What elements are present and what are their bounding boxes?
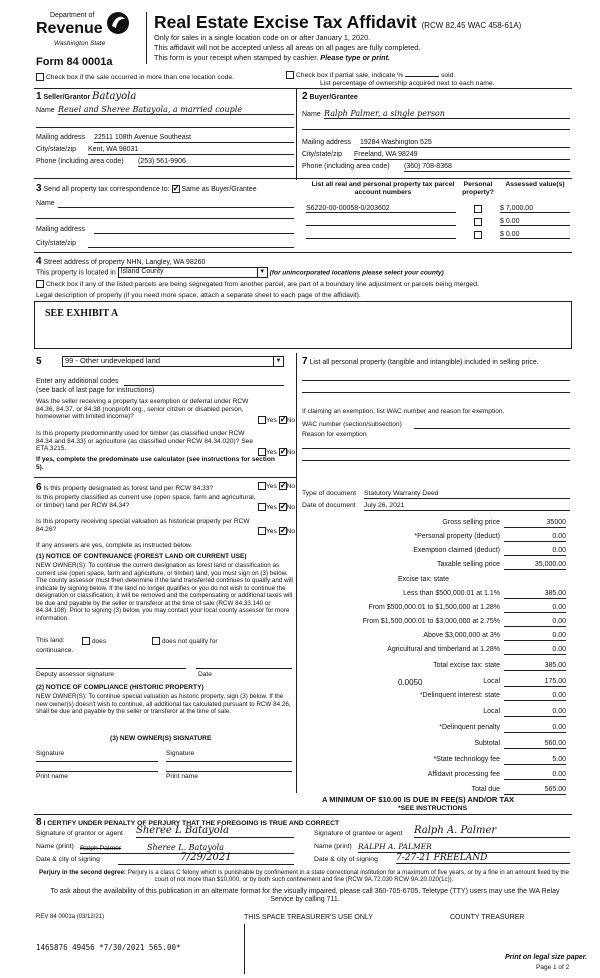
buyer-city-field[interactable]: Freeland, WA 98249 (354, 151, 570, 160)
q1-yes-checkbox[interactable] (258, 416, 266, 424)
legal-description-label: Legal description of property (if you need more space, attach a separate sheet to each page of the affidavit). (36, 292, 361, 299)
header-sub2: This affidavit will not be accepted unless all areas on all pages are fully completed. (154, 43, 421, 52)
tax-value-field[interactable]: 385.00 (504, 590, 566, 599)
land-does-checkbox[interactable] (82, 637, 90, 645)
section5-select-row: 5 (36, 356, 42, 367)
segregated-checkbox[interactable] (36, 280, 44, 288)
buyer-phone-field[interactable]: (360) 708-8368 (404, 163, 570, 172)
grantor-date-field[interactable]: 7/29/2021 (118, 852, 294, 865)
tax-value-field[interactable]: 385.00 (504, 662, 566, 671)
partial-sale-percent-field[interactable] (405, 70, 439, 77)
personal-property-checkbox[interactable] (474, 231, 482, 239)
tax-value-field[interactable]: 175.00 (504, 678, 566, 687)
multi-location-checkbox[interactable] (36, 73, 44, 81)
minimum-due: A MINIMUM OF $10.00 IS DUE IN FEE(S) AND/OR TAX (322, 795, 515, 804)
tax-value-field[interactable]: 0.00 (504, 618, 566, 627)
continuance-word: continuance. (36, 647, 74, 654)
buyer-name-row: Name Ralph Palmer, a single person (302, 111, 572, 119)
dor-logo (30, 8, 130, 56)
section3-blank-line (36, 218, 294, 219)
section3-mailing-row: Mailing address (36, 226, 294, 234)
deputy-sig-label: Deputy assessor signature (36, 671, 115, 678)
grantor-name-struck: Ralph Palmer (80, 845, 122, 852)
treasurer-use: THIS SPACE TREASURER'S USE ONLY (244, 914, 373, 921)
deputy-date-line (196, 668, 292, 669)
segregated-row: Check box if any of the listed parcels are being segregated from another parcel, are part of a boundary line adjustment or parcels being merged. (36, 280, 576, 289)
rev-number: REV 84 0001a (03/12/21) (36, 914, 105, 920)
center-divider-2 (296, 353, 297, 793)
accessibility-notice: To ask about the availability of this publication in an alternate format for the visually impaired, please call 360-705-6705. Teletype (TTY) users may use the WA Relay Service by calling 711. (50, 888, 560, 904)
section3-city-row: City/state/zip (36, 240, 294, 248)
personal-property-checkbox[interactable] (474, 205, 482, 213)
q2-yes-checkbox[interactable] (258, 448, 266, 456)
tax-value-field[interactable]: 35,000.00 (504, 561, 566, 570)
reason-line (302, 448, 570, 449)
current-use-no-checkbox[interactable] (279, 503, 287, 511)
receipt-stamp: 1465876 49456 *7/30/2021 565.00* (36, 943, 181, 952)
buyer-heading: 2 Buyer/Grantee (302, 91, 358, 102)
tax-value-field[interactable]: 5.00 (504, 756, 566, 765)
reason-line (302, 460, 570, 461)
buyer-city-row: City/state/zip Freeland, WA 98249 (302, 151, 572, 159)
section7-line (302, 380, 570, 381)
section6-q1: 6 Is this property designated as forest land per RCW 84.33? (36, 482, 214, 493)
section6-q3: Is this property receiving special valuation as historical property per RCW 84.26? (36, 518, 250, 533)
multi-location-row (36, 73, 234, 82)
grantor-name-row: Name (print) Ralph Palmer Sheree L. Batayola (36, 843, 294, 851)
additional-codes-label: Enter any additional codes (36, 378, 119, 385)
see-instructions: *SEE INSTRUCTIONS (398, 805, 468, 812)
section1-top-rule (34, 88, 572, 89)
section6-top-rule (34, 477, 296, 478)
land-does-not-checkbox[interactable] (152, 637, 160, 645)
section6-q3-answers: Yes ✓ No (258, 527, 295, 535)
section8-top-rule (34, 814, 572, 815)
doc-type-field[interactable]: Statutory Warranty Deed (364, 490, 570, 499)
historic-yes-checkbox[interactable] (258, 527, 266, 535)
partial-sale-row (286, 70, 455, 80)
header-sub3-italic: Please type or print. (320, 53, 391, 62)
section7-line (302, 392, 570, 393)
parcel-row (306, 218, 570, 228)
historic-no-checkbox[interactable] (279, 527, 287, 535)
tax-value-field[interactable]: 0.00 (504, 708, 566, 717)
certify-line: 8 I CERTIFY UNDER PENALTY OF PERJURY THAT THE FOREGOING IS TRUE AND CORRECT (36, 817, 340, 828)
section3-city-field[interactable] (88, 240, 294, 248)
partial-sale-label: Check box if partial sale, indicate % (295, 72, 404, 79)
new-owner-heading: (3) NEW OWNER(S) SIGNATURE (110, 735, 212, 742)
print-legal: Print on legal size paper. (505, 954, 588, 961)
new-owner-sig-label: Signature (166, 750, 195, 757)
forest-yes-checkbox[interactable] (258, 482, 266, 490)
section4-top-rule (34, 252, 572, 253)
section5-q2-answers: Yes ✓ No (258, 448, 295, 456)
grantor-date-row: Date & city of signing 7/29/2021 (36, 856, 294, 864)
doc-date-row: Date of document July 26, 2021 (302, 502, 570, 510)
tax-value-field[interactable]: 0.00 (504, 533, 566, 542)
partial-sale-checkbox[interactable] (286, 71, 294, 79)
new-owner-print-label: Print name (36, 773, 68, 780)
multi-location-label: Check box if the sale occurred in more than one location code. (45, 73, 235, 81)
grantee-date-row: Date & city of signing 7-27-21 FREELAND (314, 856, 570, 864)
compliance-text: NEW OWNER(S): To continue special valuation as historic property, sign (3) below. If the new owner(s) doesn't wish to continue, all additional tax calculated pursuant to RCW 84.26, shall be due and payable by the seller or transferor at the time of sale. (36, 693, 291, 716)
new-owner-sig-label: Signature (36, 750, 65, 757)
section3-mailing-field[interactable] (94, 226, 294, 234)
this-land-row: This land: does does not qualify for (36, 637, 218, 645)
center-divider-1 (296, 88, 297, 180)
tax-value-field[interactable]: 565.00 (504, 786, 566, 795)
forest-no-checkbox[interactable] (279, 482, 287, 490)
continuance-text: NEW OWNER(S): To continue the current designation as forest land or classification as current use (open space, farm and agriculture, or timber) land, you must sign on (3) below. The county assessor must then determine if the land transferred continues to qualify and will indicate by signing below. If the land no longer qualifies or you do not wish to continue the designation or classification, it will be removed and the compensating or additional taxes will be due and payable by the seller or transferor at the time of sale (RCW 84.33.140 or 84.34.108). Prior to signing (3) below, you may contact your local county assessor for more information. (36, 562, 293, 622)
dor-logo-line3: Washington State (54, 40, 106, 47)
grantor-signature-field[interactable]: Sheree L Batayola (136, 825, 294, 838)
treasurer-divider (244, 924, 245, 974)
chevron-down-icon: ▼ (257, 268, 267, 277)
buyer-mailing-row: Mailing address 19284 Washington 525 (302, 139, 572, 147)
parcel-number-field[interactable] (306, 218, 456, 226)
parcel-row (306, 205, 570, 215)
assessed-value-field[interactable]: $ 0.00 (500, 231, 570, 239)
buyer-mailing-field[interactable]: 19284 Washington 525 (360, 139, 570, 148)
buyer-name-field[interactable]: Ralph Palmer, a single person (324, 109, 570, 119)
section5-q2: Is this property predominantly used for timber (as classified under RCW 84.34 and 84.33) or agriculture (as classified under RCW 84.34.020)? See ETA 3215. (36, 430, 253, 453)
tax-value-field[interactable]: 560.00 (504, 740, 566, 749)
dor-logo-line2: Revenue (36, 20, 103, 37)
seller-mailing-row: Mailing address 22511 108th Avenue Southeast (36, 134, 294, 142)
tax-value-field[interactable]: 0.00 (504, 646, 566, 655)
grantee-signature-field[interactable]: Ralph A. Palmer (414, 825, 570, 838)
section3-top-rule (34, 178, 572, 179)
current-use-yes-checkbox[interactable] (258, 503, 266, 511)
doc-date-field[interactable]: July 26, 2021 (364, 502, 570, 511)
new-owner-print-line (36, 771, 158, 772)
section5-q2-bold: If yes, complete the predominate use calculator (see instructions for section 5). (36, 456, 275, 471)
wac-number-field[interactable] (414, 421, 570, 429)
section5-q1-answers: Yes ✓ No (258, 416, 295, 424)
grantee-sig-row: Signature of grantee or agent Ralph A. Palmer (314, 830, 570, 838)
new-owner-sig-line (166, 761, 292, 762)
parcel-header: List all real and personal property tax parcel account numbers (311, 181, 455, 196)
header-divider (146, 12, 147, 64)
seller-name-field[interactable]: Reuel and Sheree Batayola, a married couple (58, 105, 294, 115)
grantor-sig-row: Signature of grantor or agent Sheree L Batayola (36, 830, 294, 838)
seller-phone-row: Phone (including area code) (253) 561-9906 (36, 158, 294, 166)
excise-header: Excise tax: state (398, 576, 449, 583)
seller-mailing-field[interactable]: 22511 108th Avenue Southeast (94, 134, 294, 143)
section3-name-row: Name (36, 200, 294, 208)
tax-value-field[interactable]: 35000 (504, 519, 566, 528)
seller-name-row: Name Reuel and Sheree Batayola, a married couple (36, 107, 294, 115)
form-title: Real Estate Excise Tax Affidavit (RCW 82.45 WAC 458-61A) (154, 12, 522, 32)
section4-county-row: This property is located in Island County ▼ (for unincorporated locations please select your county) (36, 268, 444, 277)
dor-logo-line1: Department of (50, 12, 95, 19)
buyer-blank-line (302, 129, 570, 130)
header-sub3: This form is your receipt when stamped by cashier. Please type or print. (154, 53, 391, 62)
q1-no-checkbox[interactable] (279, 416, 287, 424)
perjury-notice: Perjury in the second degree: Perjury is a class C felony which is punishable by confinement in a state correctional institution for a maximum of five years, or by a fine in an amount fixed by the court of not more than $10,000, or by both such confinement and fine (RCW 9A.72.030 RCW 9A.20.020(1c)). (39, 869, 569, 884)
grantee-name-row: Name (print) RALPH A. PALMER (314, 843, 570, 851)
seller-phone-field[interactable]: (253) 561-9906 (138, 158, 294, 167)
section3-name-field[interactable] (58, 200, 294, 208)
section3-label-row: 3 Send all property tax correspondence to: ✓ Same as Buyer/Grantee (36, 183, 257, 195)
section4-street-row: 4 Street address of property NHN, Langley, WA 98260 (36, 256, 296, 268)
land-use-select[interactable]: 99 - Other undeveloped land ▼ (62, 356, 284, 367)
property-street-field[interactable]: NHN, Langley, WA 98260 (126, 259, 260, 268)
dor-swoosh-icon (106, 10, 130, 36)
grantee-date-field[interactable]: 7-27-21 FREELAND (396, 853, 570, 864)
section5-q1: Was the seller receiving a property tax exemption or deferral under RCW 84.36, 84.37, or 84.38 (nonprofit org., senior citizen or disabled person, homeowner with limited income)? (36, 398, 249, 421)
tax-value-field[interactable]: 0.00 (504, 604, 566, 613)
tax-value-field[interactable]: 0.00 (504, 692, 566, 701)
seller-city-row: City/state/zip Kent, WA 98031 (36, 146, 294, 154)
partial-sale-sold: sold. (440, 72, 456, 79)
reason-row: Reason for exemption (302, 431, 367, 438)
tax-value-field[interactable]: 0.00 (504, 724, 566, 733)
assessed-value-field[interactable]: $ 7,000.00 (500, 205, 570, 213)
parcel-number-field[interactable] (306, 231, 456, 239)
county-select[interactable]: Island County ▼ (118, 267, 268, 278)
wac-row: WAC number (section/subsection) (302, 421, 570, 429)
personal-property-checkbox[interactable] (474, 218, 482, 226)
additional-codes-note: (see back of last page for instructions) (36, 387, 155, 394)
same-as-buyer-checkbox[interactable] (172, 185, 180, 193)
county-note: (for unincorporated locations please select your county) (269, 269, 444, 277)
parcel-number-field[interactable]: S6220-00-00058-0/203602 (306, 205, 456, 213)
seller-heading-scribble: Batayola (92, 91, 137, 102)
grantee-name-field[interactable]: RALPH A. PALMER (358, 843, 570, 853)
section6-q2-answers: Yes ✓ No (258, 503, 295, 511)
exemption-label: If claiming an exemption, list WAC number and reason for exemption. (302, 408, 505, 415)
tax-value-field[interactable]: 0.00 (504, 547, 566, 556)
tax-value-field[interactable]: 0.00 (504, 771, 566, 780)
seller-city-field[interactable]: Kent, WA 98031 (88, 146, 294, 155)
seller-blank-line (36, 127, 294, 128)
legal-description-box[interactable] (34, 301, 572, 349)
deputy-date-label: Date (198, 671, 212, 678)
local-rate: 0.0050 (398, 678, 423, 687)
additional-codes-field[interactable] (124, 378, 284, 386)
continuance-heading: (1) NOTICE OF CONTINUANCE (FOREST LAND OR CURRENT USE) (36, 553, 247, 560)
section6-q1-answers: Yes ✓ No (258, 482, 295, 490)
form-title-ref: (RCW 82.45 WAC 458-61A) (421, 21, 522, 30)
deputy-sig-line (36, 668, 186, 669)
buyer-phone-row: Phone (including area code) (360) 708-8368 (302, 163, 572, 171)
new-owner-print-label: Print name (166, 773, 198, 780)
header-sub1: Only for sales in a single location code on or after January 1, 2020. (154, 33, 371, 42)
grantor-name-handwritten: Sheree L. Batayola (147, 843, 224, 852)
personal-header: Personal property? (462, 181, 494, 196)
county-treasurer: COUNTY TREASURER (450, 914, 525, 921)
page-number: Page 1 of 2 (536, 964, 570, 971)
section6-q4: If any answers are yes, complete as instructed below. (36, 542, 193, 549)
new-owner-print-line (166, 771, 292, 772)
legal-description-text: SEE EXHIBIT A (45, 308, 119, 319)
form-number: Form 84 0001a (36, 56, 113, 68)
compliance-heading: (2) NOTICE OF COMPLIANCE (HISTORIC PROPERTY) (36, 684, 204, 691)
seller-heading: 1 Seller/Grantor Batayola (36, 91, 137, 102)
partial-sale-note: List percentage of ownership acquired next to each name. (320, 80, 495, 87)
same-as-buyer-label: Same as Buyer/Grantee (181, 186, 257, 193)
tax-value-field[interactable]: 0.00 (504, 632, 566, 641)
assessed-header: Assessed value(s) (505, 181, 565, 188)
doc-type-row: Type of document Statutory Warranty Deed (302, 490, 570, 498)
q2-no-checkbox[interactable] (279, 448, 287, 456)
assessed-value-field[interactable]: $ 0.00 (500, 218, 570, 226)
section7-label: 7 List all personal property (tangible and intangible) included in selling price. (302, 356, 539, 367)
section6-q2: Is this property classified as current use (open space, farm and agricultural, or timber) land per RCW 84.34? (36, 494, 256, 509)
parcel-row (306, 231, 570, 241)
chevron-down-icon: ▼ (273, 357, 283, 366)
new-owner-sig-line (36, 761, 158, 762)
